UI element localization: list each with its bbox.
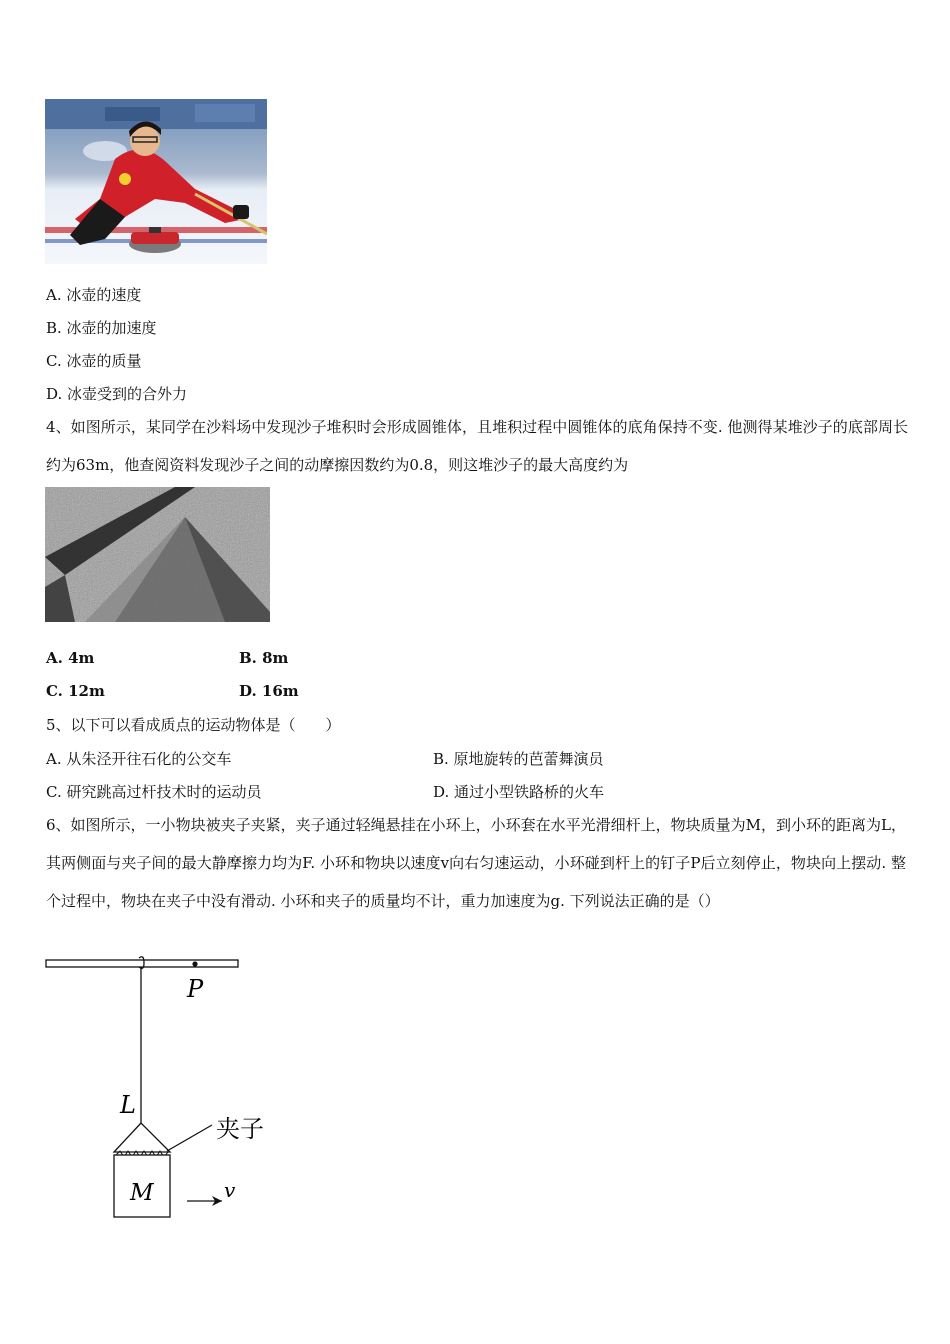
q4-stem: 4、如图所示，某同学在沙料场中发现沙子堆积时会形成圆锥体，且堆积过程中圆锥体的底角保持不变. 他测得某堆沙子的底部周长约为63m，他查阅资料发现沙子之间的动摩擦因数约为0.8，则这堆沙子的最大高度约为	[46, 418, 908, 474]
q6-stem: 6、如图所示，一小物块被夹子夹紧，夹子通过轻绳悬挂在小环上，小环套在水平光滑细杆上，物块质量为M，到小环的距离为L，其两侧面与夹子间的最大静摩擦力均为F. 小环和物块以速度v向右匀速运动，小环碰到杆上的钉子P后立刻停止，物块向上摆动. 整个过程中，物块在夹子中没有滑动. 小环和夹子的质量均不计，重力加速度为g. 下列说法正确的是（）	[46, 816, 906, 910]
sand-pile-photo	[45, 487, 270, 622]
label-clip: 夹子	[216, 1115, 264, 1143]
q4-option-a: A. 4m	[46, 649, 95, 667]
q4-option-b: B. 8m	[239, 649, 289, 667]
label-v: v	[224, 1178, 236, 1202]
q4-option-c: C. 12m	[46, 682, 105, 700]
q5-option-c: C. 研究跳高过杆技术时的运动员	[46, 783, 262, 801]
clip	[114, 1123, 170, 1152]
sand-pile-photo-svg	[45, 487, 270, 622]
label-l: L	[120, 1091, 136, 1119]
nail-p	[192, 961, 197, 966]
q3-option-d: D. 冰壶受到的合外力	[46, 385, 188, 403]
label-m: M	[130, 1180, 154, 1206]
q5-option-b: B. 原地旋转的芭蕾舞演员	[433, 750, 604, 768]
curling-photo	[45, 99, 267, 264]
clip-leader-line	[167, 1125, 212, 1151]
q3-option-b: B. 冰壶的加速度	[46, 319, 157, 337]
q5-stem: 5、以下可以看成质点的运动物体是（ ）	[46, 716, 341, 734]
pendulum-diagram	[44, 955, 274, 1225]
horizontal-rod	[46, 960, 238, 967]
q3-option-a: A. 冰壶的速度	[46, 286, 142, 304]
q5-option-d: D. 通过小型铁路桥的火车	[433, 783, 605, 801]
q4-option-d: D. 16m	[239, 682, 299, 700]
q3-option-c: C. 冰壶的质量	[46, 352, 142, 370]
label-p: P	[187, 975, 204, 1003]
q5-option-a: A. 从朱泾开往石化的公交车	[46, 750, 232, 768]
curling-photo-svg	[45, 99, 267, 264]
